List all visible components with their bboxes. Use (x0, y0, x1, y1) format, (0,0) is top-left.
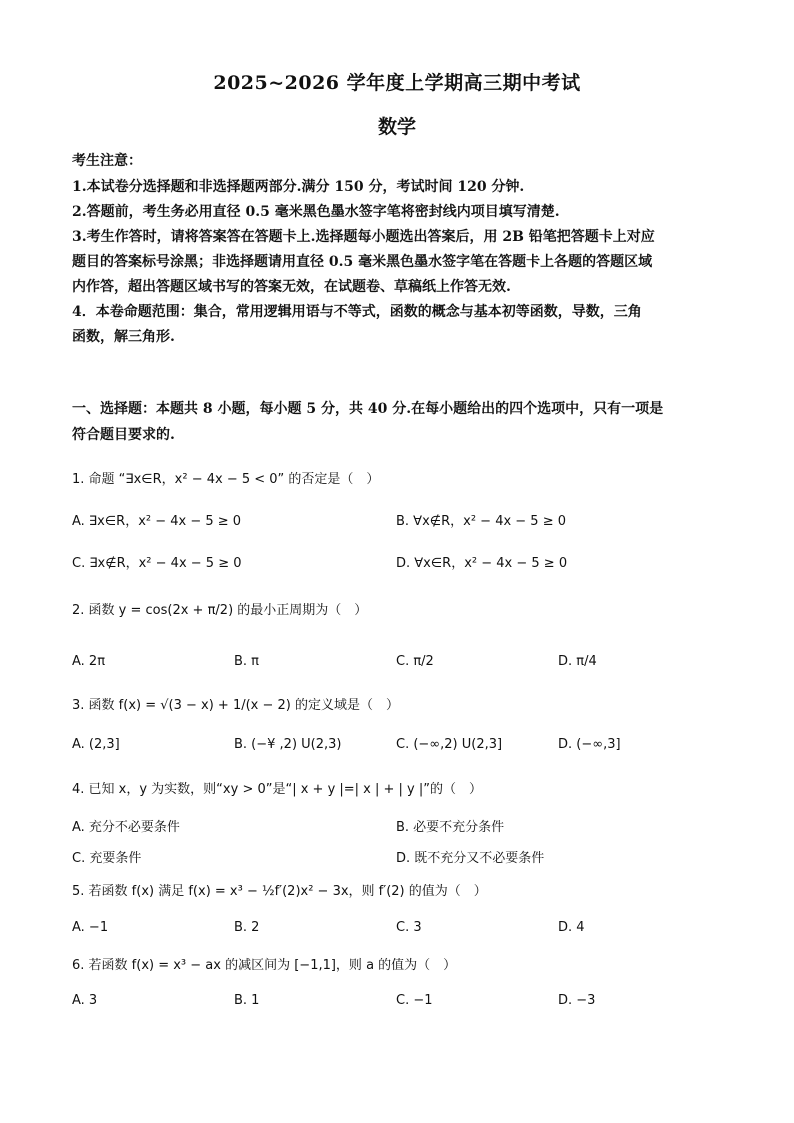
option-b: B. π (234, 654, 260, 669)
question-2 (72, 601, 724, 621)
section-line: 一、选择题：本题共 8 小题，每小题 5 分，共 40 分.在每小题给出的四个选项中，只有一项是 (72, 401, 664, 417)
section-heading (72, 396, 724, 448)
question-stem: 6. 若函数 f(x) = x³ − ax 的减区间为 [−1,1]，则 a 的值为（ ） (72, 958, 457, 973)
question-5 (72, 882, 724, 902)
option-d: D. 既不充分又不必要条件 (396, 851, 545, 866)
option-b: B. 1 (234, 993, 260, 1008)
option-a: A. 充分不必要条件 (72, 820, 180, 835)
notes-line: 内作答，超出答题区域书写的答案无效，在试题卷、草稿纸上作答无效. (72, 279, 511, 295)
subject-title: 数学 (377, 116, 416, 138)
question-6 (72, 956, 724, 976)
notes-line: 4．本卷命题范围：集合，常用逻辑用语与不等式，函数的概念与基本初等函数，导数，三角 (72, 304, 642, 320)
question-stem: 2. 函数 y = cos(2x + π/2) 的最小正周期为（ ） (72, 603, 368, 618)
option-c: C. (−∞,2) U(2,3] (396, 737, 503, 752)
option-c: C. ∃x∉R，x² − 4x − 5 ≥ 0 (72, 556, 242, 571)
option-a: A. −1 (72, 920, 109, 935)
option-b: B. ∀x∉R，x² − 4x − 5 ≥ 0 (396, 514, 567, 529)
option-c: C. 充要条件 (72, 851, 142, 866)
notes-line: 3.考生作答时，请将答案答在答题卡上.选择题每小题选出答案后，用 2B 铅笔把答题卡上对应 (72, 229, 655, 245)
question-3 (72, 696, 724, 716)
question-stem: 3. 函数 f(x) = √(3 − x) + 1/(x − 2) 的定义域是（ ） (72, 698, 399, 713)
option-a: A. 3 (72, 993, 98, 1008)
question-stem: 5. 若函数 f(x) 满足 f(x) = x³ − ½f′(2)x² − 3x，则 f′(2) 的值为（ ） (72, 884, 487, 899)
option-a: A. 2π (72, 654, 106, 669)
option-c: C. 3 (396, 920, 422, 935)
notes-line: 函数，解三角形. (72, 329, 175, 345)
option-c: C. π/2 (396, 654, 434, 669)
notes-line: 2.答题前，考生务必用直径 0.5 毫米黑色墨水签字笔将密封线内项目填写清楚. (72, 204, 560, 220)
notes-line: 题目的答案标号涂黑；非选择题请用直径 0.5 毫米黑色墨水签字笔在答题卡上各题的答题区域 (72, 254, 653, 270)
option-b: B. 必要不充分条件 (396, 820, 505, 835)
section-line: 符合题目要求的. (72, 427, 175, 443)
option-d: D. −3 (558, 993, 596, 1008)
question-stem: 4. 已知 x，y 为实数，则“xy > 0”是“| x + y |=| x | + | y |”的（ ） (72, 782, 482, 797)
question-stem: 1. 命题 “∃x∈R，x² − 4x − 5 < 0” 的否定是（ ） (72, 472, 380, 487)
option-c: C. −1 (396, 993, 433, 1008)
option-a: A. ∃x∈R，x² − 4x − 5 ≥ 0 (72, 514, 242, 529)
question-1 (72, 470, 724, 490)
option-b: B. (−¥ ,2) U(2,3) (234, 737, 342, 752)
option-d: D. ∀x∈R，x² − 4x − 5 ≥ 0 (396, 556, 568, 571)
option-d: D. π/4 (558, 654, 597, 669)
option-a: A. (2,3] (72, 737, 120, 752)
exam-notes (72, 150, 724, 350)
notes-label: 考生注意： (72, 153, 142, 169)
option-b: B. 2 (234, 920, 260, 935)
question-4 (72, 780, 724, 800)
option-d: D. 4 (558, 920, 585, 935)
exam-title: 2025~2026 学年度上学期高三期中考试 (213, 72, 581, 94)
notes-line: 1.本试卷分选择题和非选择题两部分.满分 150 分，考试时间 120 分钟. (72, 179, 525, 195)
option-d: D. (−∞,3] (558, 737, 621, 752)
